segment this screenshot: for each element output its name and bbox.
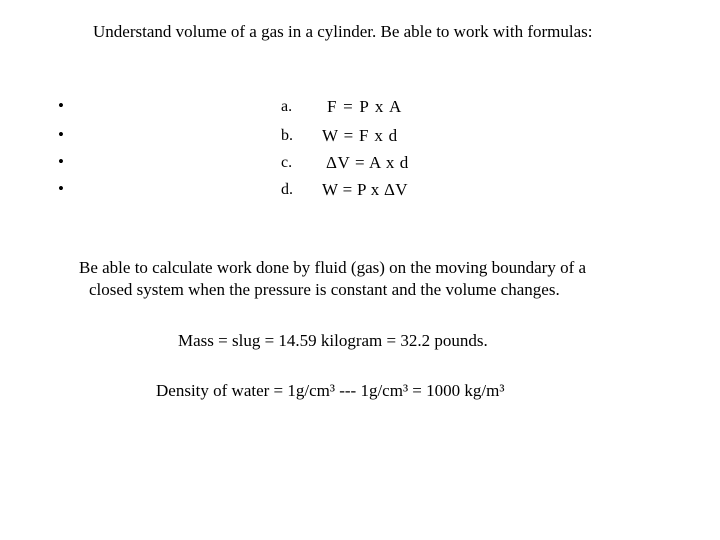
formula-letter: d. xyxy=(281,181,293,198)
formula-text: F = P x A xyxy=(327,97,403,116)
bullet-marker: • xyxy=(58,152,64,171)
formula-letter: c. xyxy=(281,154,293,171)
formula-text: ΔV = A x d xyxy=(326,153,409,172)
density-conversion: Density of water = 1g/cm³ --- 1g/cm³ = 1000 kg/m³ xyxy=(156,381,505,400)
page-title: Understand volume of a gas in a cylinder. Be able to work with formulas: xyxy=(93,22,593,41)
paragraph-line: closed system when the pressure is constant and the volume changes. xyxy=(89,280,560,299)
bullet-marker: • xyxy=(58,125,64,144)
bullet-marker: • xyxy=(58,96,64,115)
formula-letter: a. xyxy=(281,98,293,115)
formula-text: W = P x ΔV xyxy=(322,180,408,199)
formula-letter: b. xyxy=(281,127,293,144)
bullet-marker: • xyxy=(58,179,64,198)
paragraph-line: Be able to calculate work done by fluid (gas) on the moving boundary of a xyxy=(79,258,587,277)
mass-conversion: Mass = slug = 14.59 kilogram = 32.2 pounds. xyxy=(178,331,488,350)
formula-text: W = F x d xyxy=(322,126,398,145)
